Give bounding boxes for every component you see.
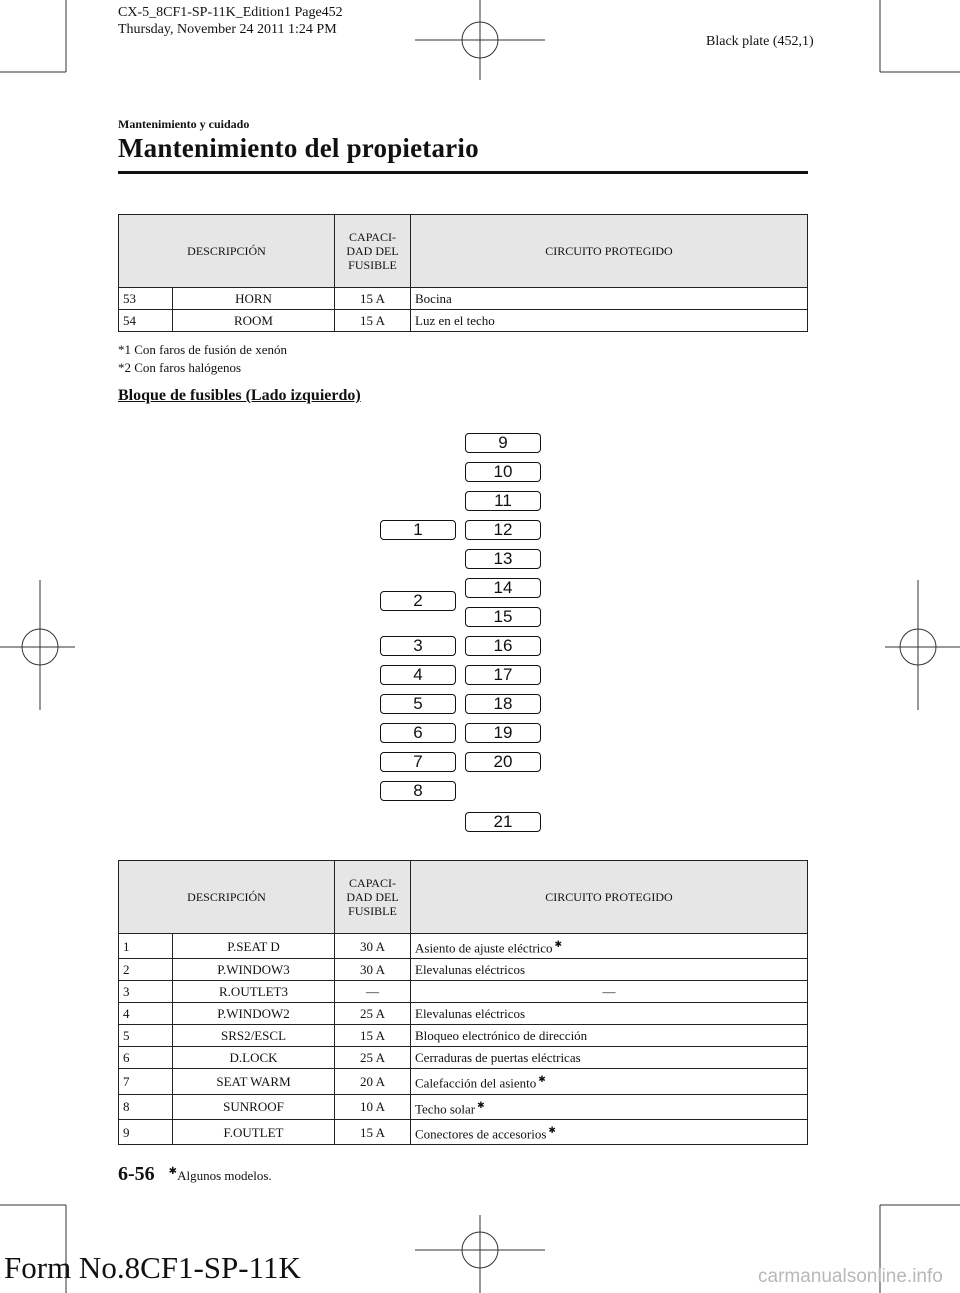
header-description: DESCRIPCIÓN [119, 861, 335, 934]
cell-capacity: 15 A [335, 1025, 411, 1047]
fuse-slot: 16 [465, 636, 541, 656]
header-capacity-line1: CAPACI- [349, 876, 396, 890]
cell-circuit [411, 981, 808, 1003]
fuse-slot: 14 [465, 578, 541, 598]
header-capacity-line2: DAD DEL [346, 244, 399, 258]
footnotes [118, 341, 287, 377]
cell-capacity: 25 A [335, 1047, 411, 1069]
fuse-slot: 8 [380, 781, 456, 801]
page-footer [118, 1163, 272, 1186]
circuit-text: Techo solar [415, 1100, 476, 1116]
fuse-slot: 2 [380, 591, 456, 611]
cell-number: 7 [119, 1069, 173, 1094]
fuse-slot: 5 [380, 694, 456, 714]
page-title: Mantenimiento del propietario [118, 133, 479, 163]
header-capacity [335, 215, 411, 288]
cell-description: D.LOCK [173, 1047, 335, 1069]
circuit-text: — [602, 984, 616, 1000]
cell-circuit [411, 1025, 808, 1047]
cell-description: R.OUTLET3 [173, 981, 335, 1003]
fuse-slot: 13 [465, 549, 541, 569]
fuse-slot: 11 [465, 491, 541, 511]
print-header-line2: Thursday, November 24 2011 1:24 PM [118, 22, 337, 37]
asterisk-icon: ✱ [538, 1074, 546, 1085]
header-capacity-line3: FUSIBLE [348, 904, 397, 918]
cell-number: 4 [119, 1003, 173, 1025]
fuse-slot: 18 [465, 694, 541, 714]
cell-number: 8 [119, 1094, 173, 1119]
cell-capacity: 20 A [335, 1069, 411, 1094]
fuse-slot: 15 [465, 607, 541, 627]
cell-description: P.SEAT D [173, 934, 335, 959]
asterisk-icon: ✱ [477, 1099, 485, 1110]
circuit-text: Luz en el techo [415, 313, 495, 328]
cell-circuit [411, 310, 808, 332]
circuit-text: Elevalunas eléctricos [415, 1006, 526, 1022]
asterisk-icon: ✱ [554, 939, 563, 949]
print-header [118, 4, 343, 38]
cell-capacity: 15 A [335, 310, 411, 332]
cell-number: 53 [119, 288, 173, 310]
form-number: Form No.8CF1-SP-11K [4, 1250, 301, 1285]
fuse-table-2 [118, 860, 808, 1145]
fuse-slot: 21 [465, 812, 541, 832]
asterisk-icon: ✱ [548, 1124, 556, 1135]
table-row [119, 288, 808, 310]
fuse-block-heading: Bloque de fusibles (Lado izquierdo) [118, 387, 361, 404]
cell-capacity: 15 A [335, 288, 411, 310]
cell-description: P.WINDOW2 [173, 1003, 335, 1025]
circuit-text: Elevalunas eléctricos [415, 962, 526, 978]
footnote-2: *2 Con faros halógenos [118, 360, 242, 375]
circuit-text: Calefacción del asiento [415, 1075, 537, 1091]
title-rule [118, 171, 808, 174]
fuse-slot: 20 [465, 752, 541, 772]
section-super: Mantenimiento y cuidado [118, 117, 250, 131]
fuse-slot: 1 [380, 520, 456, 540]
print-header-line1: CX-5_8CF1-SP-11K_Edition1 Page452 [118, 5, 343, 20]
fuse-table-1 [118, 214, 808, 332]
fuse-slot: 3 [380, 636, 456, 656]
cell-description: P.WINDOW3 [173, 959, 335, 981]
asterisk-icon: ✱ [168, 1165, 178, 1177]
cell-circuit [411, 1119, 808, 1144]
header-circuit: CIRCUITO PROTEGIDO [411, 861, 808, 934]
circuit-text: Conectores de accesorios [415, 1126, 547, 1142]
table-row [119, 1119, 808, 1144]
cell-number: 1 [119, 934, 173, 959]
header-description: DESCRIPCIÓN [119, 215, 335, 288]
cell-number: 54 [119, 310, 173, 332]
cell-number: 9 [119, 1119, 173, 1144]
page-number: 6-56 [118, 1163, 155, 1185]
cell-number: 2 [119, 959, 173, 981]
table-row [119, 310, 808, 332]
fuse-slot: 19 [465, 723, 541, 743]
footnote-1: *1 Con faros de fusión de xenón [118, 342, 287, 357]
cell-circuit [411, 1003, 808, 1025]
cell-description: SRS2/ESCL [173, 1025, 335, 1047]
header-capacity-line2: DAD DEL [346, 890, 399, 904]
cell-capacity: 15 A [335, 1119, 411, 1144]
circuit-text: Bocina [415, 291, 452, 306]
circuit-text: Bloqueo electrónico de dirección [415, 1028, 588, 1044]
fuse-slot: 12 [465, 520, 541, 540]
table-row [119, 959, 808, 981]
watermark: carmanualsonline.info [758, 1266, 943, 1287]
cell-circuit [411, 1094, 808, 1119]
plate-label: Black plate (452,1) [706, 34, 814, 49]
table-row [119, 934, 808, 959]
table-row [119, 1025, 808, 1047]
cell-capacity: 30 A [335, 934, 411, 959]
fuse-slot: 4 [380, 665, 456, 685]
table-row [119, 1094, 808, 1119]
table-row [119, 981, 808, 1003]
cell-description: F.OUTLET [173, 1119, 335, 1144]
header-circuit: CIRCUITO PROTEGIDO [411, 215, 808, 288]
cell-capacity: — [335, 981, 411, 1003]
cell-number: 5 [119, 1025, 173, 1047]
table-row [119, 1003, 808, 1025]
table-row [119, 1047, 808, 1069]
cell-circuit [411, 959, 808, 981]
cell-circuit [411, 934, 808, 959]
fuse-slot: 9 [465, 433, 541, 453]
fuse-slot: 7 [380, 752, 456, 772]
header-capacity-line3: FUSIBLE [348, 258, 397, 272]
cell-description: SUNROOF [173, 1094, 335, 1119]
cell-description: SEAT WARM [173, 1069, 335, 1094]
cell-capacity: 25 A [335, 1003, 411, 1025]
cell-description: HORN [173, 288, 335, 310]
cell-capacity: 10 A [335, 1094, 411, 1119]
fuse-slot: 17 [465, 665, 541, 685]
cell-circuit [411, 1069, 808, 1094]
cell-capacity: 30 A [335, 959, 411, 981]
cell-circuit [411, 1047, 808, 1069]
cell-circuit [411, 288, 808, 310]
header-capacity [335, 861, 411, 934]
fuse-slot: 6 [380, 723, 456, 743]
cell-number: 6 [119, 1047, 173, 1069]
header-capacity-line1: CAPACI- [349, 230, 396, 244]
circuit-text: Cerraduras de puertas eléctricas [415, 1050, 581, 1066]
footer-note: Algunos modelos. [177, 1168, 272, 1183]
cell-description: ROOM [173, 310, 335, 332]
fuse-slot: 10 [465, 462, 541, 482]
table-row [119, 1069, 808, 1094]
cell-number: 3 [119, 981, 173, 1003]
circuit-text: Asiento de ajuste eléctrico [415, 940, 553, 956]
